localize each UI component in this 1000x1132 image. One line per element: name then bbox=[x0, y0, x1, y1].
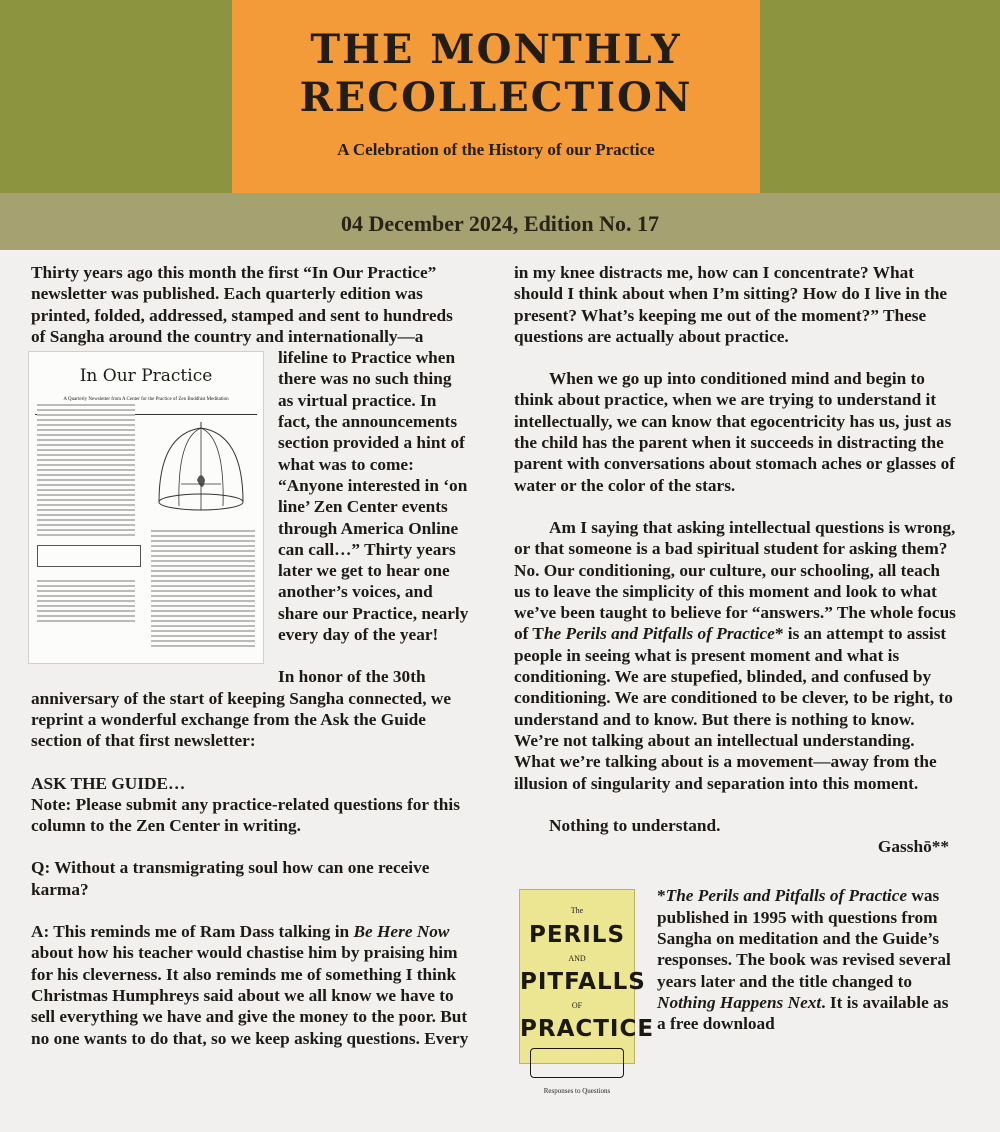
left-column bbox=[31, 262, 471, 1049]
book-cover-word-3: PRACTICE bbox=[520, 1016, 655, 1043]
answer bbox=[31, 921, 471, 1049]
right-column bbox=[514, 262, 959, 1096]
newsletter-features-lines bbox=[37, 580, 135, 625]
continued-paragraph: in my knee distracts me, how can I concentrate? What should I think about when I’m sitting? How do I live in the present? What’s keeping me out of the moment?” These questions are actually about practice. bbox=[514, 263, 948, 346]
newsletter-quote-lines bbox=[151, 530, 255, 650]
masthead bbox=[0, 0, 1000, 193]
title-line-2: RECOLLECTION bbox=[299, 74, 693, 121]
footnote bbox=[514, 885, 959, 1096]
newsletter-image bbox=[28, 351, 264, 664]
anniversary-paragraph: In honor of the 30th anniversary of the start of keeping Sangha connected, we reprint a wonderful exchange from the Ask the Guide section of that first newsletter: bbox=[31, 667, 452, 751]
title-line-1: THE MONTHLY bbox=[310, 26, 682, 73]
ask-guide-heading: ASK THE GUIDE… bbox=[31, 773, 186, 793]
tagline: A Celebration of the History of our Practice bbox=[337, 140, 655, 159]
question: Q: Without a transmigrating soul how can one receive karma? bbox=[31, 858, 430, 899]
footnote-part-1: was published in 1995 with questions from Sangha on meditation and the Guide’s responses. The book was revised several years later and the title changed to bbox=[657, 886, 951, 991]
answer-part-1: A: This reminds me of Ram Dass talking in bbox=[31, 922, 354, 942]
p2-part-1: Am I saying that asking intellectual questions is wrong, or that someone is a bad spiritual student for asking them? No. Our conditioning, our culture, our schooling, all teach us to leave the simplicity of this moment and look to what we’ve been taught to believe for “answers.” The whole focus of T bbox=[514, 517, 956, 644]
book-cover-word-1: PERILS bbox=[528, 921, 626, 948]
intro-wrap: and internationally—a lifeline to Practice when there was no such thing as virtual practice. In fact, the announcements section provided a hint of what was to come: “Anyone interested in ‘on line’ Zen Center events through America Online can call…” Thirty years later we get to hear one another’s voices, and share our Practice, nearly every day of the year! bbox=[255, 326, 469, 645]
birdcage-illustration bbox=[151, 422, 251, 514]
book-cover-and: AND bbox=[568, 953, 586, 963]
footnote-book-title-2: Nothing Happens Next bbox=[657, 992, 822, 1012]
p2-book-title: he Perils and Pitfalls of Practice bbox=[543, 624, 775, 644]
newsletter-boxed-note bbox=[37, 545, 141, 567]
newsletter-image-subtitle: A Quarterly Newsletter from A Center for the Practice of Zen Buddhist Meditation bbox=[63, 397, 229, 403]
book-cover-the: The bbox=[570, 906, 584, 916]
conditioned-mind-paragraph: When we go up into conditioned mind and begin to think about practice, when we are trying to understand it intellectually, we can know that egocentricity has us, just as the child has the parent when it succeeds in distracting the parent with conversations about stomach aches or glasses of water or the color of the stars. bbox=[514, 369, 955, 495]
intro-paragraph bbox=[31, 262, 471, 645]
footnote-star: * bbox=[657, 886, 666, 906]
book-cover-of: OF bbox=[571, 1001, 583, 1011]
edition-bar: 04 December 2024, Edition No. 17 bbox=[0, 193, 1000, 250]
intro-lead: Thirty years ago this month the first “In Our Practice” newsletter was published. Each quarterly edition was printed, folded, addressed, stamped and sent to hundreds of Sangha around the country bbox=[31, 263, 453, 346]
signature: Gasshō** bbox=[877, 837, 949, 857]
book-cover-scroll bbox=[530, 1048, 624, 1078]
ask-guide-note: Note: Please submit any practice-related questions for this column to the Zen Center in writing. bbox=[31, 794, 460, 836]
nothing-to-understand: Nothing to understand. bbox=[549, 815, 721, 835]
p2-part-2: * is an attempt to assist people in seeing what is present moment and what is conditioning. We are stupefied, blinded, and confused by conditioning. We are conditioned to be clever, to be right, to understand and to know. But there is nothing to know. We’re not talking about an intellectual understanding. What we’re talking about is a movement—away from the illusion of singularity and separation into this moment. bbox=[514, 624, 953, 793]
intellectual-questions-paragraph bbox=[514, 517, 959, 794]
newsletter-image-title: In Our Practice bbox=[79, 366, 213, 387]
book-cover-footer: Responses to Questions bbox=[543, 1087, 611, 1096]
answer-book-title: Be Here Now bbox=[353, 922, 450, 942]
newsletter-text-lines bbox=[37, 404, 135, 539]
footnote-part-2: . It is available as a free download bbox=[657, 992, 949, 1034]
book-cover-image bbox=[519, 889, 655, 1096]
title-box bbox=[232, 0, 760, 193]
book-cover-word-2: PITFALLS bbox=[520, 969, 646, 996]
footnote-book-title: The Perils and Pitfalls of Practice bbox=[665, 886, 908, 906]
answer-part-2: about how his teacher would chastise him by praising him for his cleverness. It also reminds me of something I think Christmas Humphreys said about we all know we have to sell everything we have and give the money to the poor. But no one wants to do that, so we keep asking questions. Every bbox=[31, 943, 469, 1048]
